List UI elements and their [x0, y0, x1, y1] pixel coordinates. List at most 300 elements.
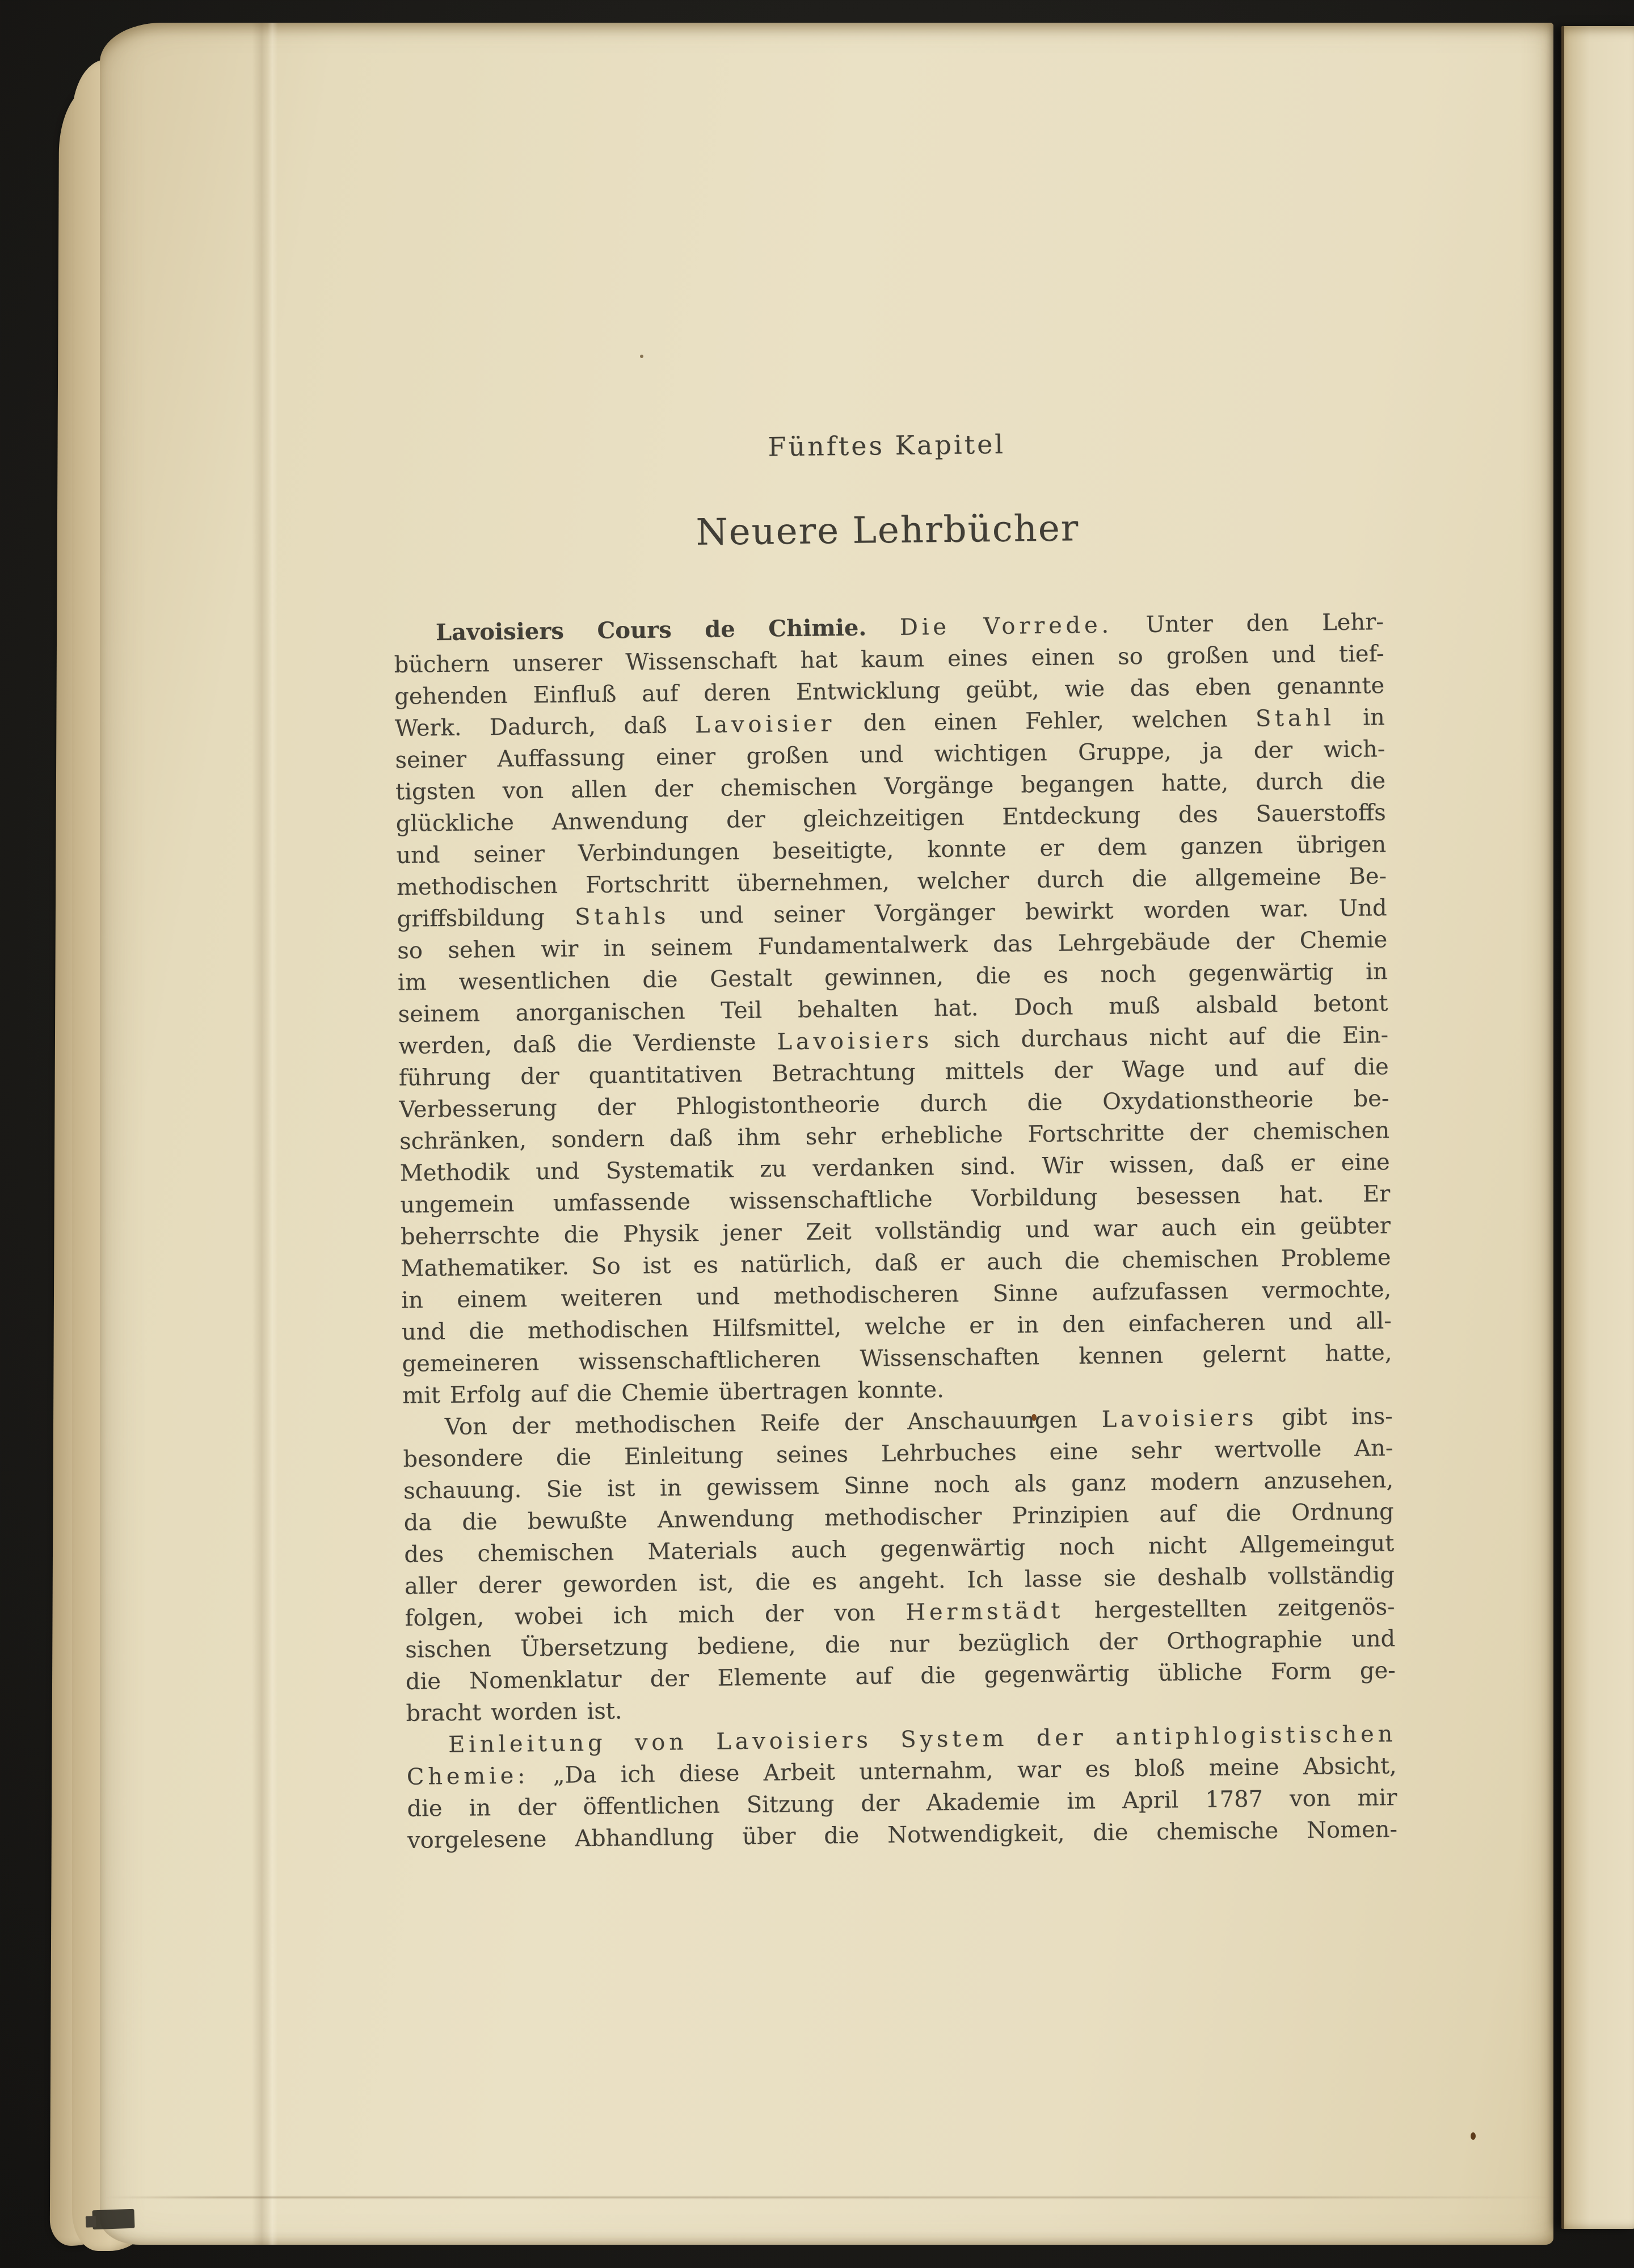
word: den: [1062, 1311, 1105, 1338]
word: Nomen-: [1306, 1816, 1398, 1844]
word: Lavoisier: [694, 710, 836, 738]
word: chemischen: [477, 1539, 614, 1567]
word: methodischen: [396, 872, 558, 901]
word: der: [511, 1412, 551, 1440]
word: die: [1353, 1054, 1389, 1080]
word: schränken,: [399, 1127, 527, 1155]
word: gelernt: [1202, 1341, 1286, 1368]
word: bewirkt: [1025, 898, 1114, 925]
word: und: [1214, 1055, 1258, 1082]
word: Gestalt: [709, 965, 793, 992]
word: Lehr-: [1321, 609, 1384, 636]
word: Stahl: [1255, 705, 1335, 732]
paragraph: [406, 1718, 1397, 1857]
word: kaum: [860, 646, 925, 673]
word: Notwendigkeit,: [887, 1820, 1065, 1849]
word: einfacheren: [1128, 1309, 1266, 1337]
word: war: [1093, 1215, 1138, 1243]
word: die: [1226, 1500, 1262, 1527]
word: Wage: [1122, 1056, 1185, 1083]
word: und: [696, 1284, 740, 1311]
word: werden,: [398, 1032, 492, 1059]
word: allen: [570, 776, 628, 803]
word: er: [1290, 1150, 1315, 1177]
word: in: [603, 935, 626, 962]
word: Zeit: [805, 1218, 852, 1245]
word: er: [940, 1249, 965, 1276]
word: in: [1365, 958, 1388, 985]
word: Anwendung: [551, 807, 689, 835]
word: konnte.: [857, 1377, 945, 1404]
word: Ordnung: [1291, 1499, 1394, 1526]
printed-text-block: [391, 426, 1397, 1857]
word: seinem: [650, 934, 733, 961]
word: es: [1043, 962, 1069, 989]
word: Phlogistontheorie: [675, 1091, 881, 1120]
word: ist,: [698, 1569, 734, 1596]
word: griffsbildung: [397, 904, 545, 932]
word: noch: [933, 1471, 990, 1499]
word: Und: [1338, 895, 1387, 922]
word: behalten: [797, 995, 899, 1023]
word: hatte,: [1324, 1340, 1392, 1367]
word: allgemeine: [1194, 864, 1321, 891]
word: alsbald: [1195, 991, 1278, 1019]
word: seiner: [773, 901, 845, 928]
word: Einfluß: [533, 681, 617, 709]
word: Unter: [1146, 611, 1214, 638]
word: der: [654, 776, 693, 802]
word: Hermstädt: [905, 1597, 1064, 1626]
word: methodischer: [824, 1503, 982, 1531]
word: Fundamentalwerk: [757, 931, 968, 960]
word: büchern: [394, 651, 490, 678]
word: mir: [1357, 1785, 1397, 1811]
word: daß: [669, 1125, 713, 1152]
word: und: [1288, 1308, 1333, 1336]
word: den: [1246, 610, 1289, 637]
word: daß: [624, 712, 667, 739]
word: Lavoisiers: [715, 1727, 872, 1755]
word: zeitgenös-: [1277, 1594, 1395, 1622]
word: 1787: [1205, 1786, 1264, 1813]
word: welche: [865, 1313, 946, 1340]
word: Die: [899, 613, 950, 641]
word: gegenwärtig: [1188, 959, 1334, 987]
word: Oxydationstheorie: [1102, 1086, 1314, 1115]
ink-stamp: [92, 2209, 134, 2230]
word: deshalb: [1157, 1564, 1247, 1591]
word: ist: [642, 1252, 671, 1280]
word: Sinne: [843, 1472, 909, 1500]
word: hat.: [1279, 1181, 1324, 1209]
word: übrigen: [1296, 831, 1387, 859]
word: System: [900, 1725, 1008, 1753]
word: war: [1017, 1756, 1062, 1783]
word: beseitigte,: [772, 837, 894, 865]
word: Entwicklung: [795, 678, 941, 705]
word: bediene,: [697, 1632, 796, 1660]
word: seiner: [473, 840, 545, 868]
word: gleichzeitigen: [802, 804, 965, 832]
word: Fehler,: [1025, 707, 1105, 735]
word: quantitativen: [588, 1061, 743, 1089]
word: durch: [1255, 768, 1324, 796]
word: der: [596, 1094, 636, 1121]
word: be-: [1353, 1085, 1389, 1112]
word: ins-: [1351, 1403, 1393, 1430]
word: Methodik: [399, 1159, 510, 1186]
word: Lavoisiers: [1101, 1404, 1258, 1433]
word: noch: [1100, 961, 1156, 988]
word: Erfolg: [449, 1381, 521, 1408]
word: Vorgänger: [874, 899, 996, 927]
word: mit: [402, 1382, 441, 1409]
word: Stahls: [574, 903, 670, 931]
word: Absicht,: [1303, 1753, 1397, 1780]
word: von: [634, 1729, 688, 1756]
word: so: [1117, 643, 1143, 670]
word: Wissenschaft: [625, 647, 777, 676]
word: durch: [1037, 866, 1105, 894]
word: der: [860, 1790, 900, 1817]
word: folgen,: [405, 1604, 485, 1631]
word: konnte: [927, 835, 1006, 863]
word: Betrachtung: [771, 1059, 916, 1087]
word: Verbindungen: [578, 839, 740, 867]
word: hat.: [933, 995, 979, 1022]
word: wissenschaftlicheren: [578, 1346, 821, 1375]
word: der: [844, 1409, 883, 1436]
word: die: [642, 966, 678, 994]
word: Von: [444, 1413, 488, 1441]
word: tief-: [1338, 641, 1384, 668]
word: Akademie: [926, 1789, 1041, 1816]
word: kennen: [1078, 1342, 1164, 1370]
word: die: [1064, 1247, 1100, 1274]
chapter-heading: Fünftes Kapitel: [768, 428, 1006, 462]
word: hatte,: [1161, 769, 1229, 797]
word: Fortschritt: [585, 870, 709, 899]
word: nicht: [1148, 1532, 1207, 1559]
word: besondere: [403, 1445, 524, 1472]
word: in: [1362, 704, 1385, 731]
word: chemischen: [720, 773, 857, 802]
word: der: [1036, 1724, 1087, 1752]
word: wissen,: [1109, 1151, 1195, 1179]
word: Systematik: [605, 1156, 734, 1184]
word: Ich: [966, 1566, 1004, 1593]
word: im: [397, 969, 427, 996]
word: wich-: [1323, 736, 1385, 763]
word: der: [1054, 1057, 1093, 1084]
word: Teil: [721, 997, 763, 1024]
word: Er: [1362, 1181, 1391, 1207]
word: nur: [889, 1631, 930, 1658]
word: im: [1067, 1788, 1096, 1815]
word: vorgelesene: [407, 1826, 547, 1854]
word: Vorgänge: [884, 772, 994, 800]
word: Chemie: [1299, 927, 1388, 954]
word: die: [1093, 1819, 1128, 1846]
word: von: [1289, 1785, 1331, 1812]
word: sondern: [551, 1126, 645, 1153]
word: Cours: [597, 616, 672, 644]
word: in: [1017, 1312, 1039, 1339]
word: sischen: [405, 1636, 491, 1663]
word: daß: [874, 1249, 919, 1277]
word: deren: [703, 679, 771, 706]
word: diese: [679, 1760, 740, 1787]
paragraph: [402, 1400, 1396, 1730]
word: Mathematiker.: [401, 1253, 570, 1282]
word: nicht: [1149, 1024, 1208, 1051]
word: geworden: [562, 1570, 677, 1598]
word: methodischen: [574, 1411, 736, 1439]
word: Wir: [1042, 1152, 1084, 1180]
word: wissenschaftliche: [728, 1186, 933, 1215]
word: muß: [1108, 992, 1160, 1020]
word: gegenwärtig: [984, 1660, 1130, 1689]
word: es: [1085, 1756, 1110, 1783]
word: Sauerstoffs: [1255, 800, 1386, 827]
word: in: [469, 1795, 491, 1821]
word: dem: [1097, 834, 1147, 861]
word: An-: [1354, 1435, 1393, 1462]
word: und: [396, 842, 440, 869]
word: Nomenklatur: [469, 1666, 622, 1694]
word: die: [975, 962, 1012, 990]
word: Fortschritte: [1027, 1120, 1165, 1148]
word: ist.: [587, 1698, 622, 1725]
word: die: [469, 1318, 504, 1345]
word: und: [699, 902, 744, 929]
word: Arbeit: [763, 1759, 836, 1786]
word: Verdienste: [633, 1029, 756, 1057]
word: sehen: [448, 936, 516, 963]
word: unternahm,: [858, 1757, 993, 1785]
paragraph: [394, 606, 1393, 1412]
word: antiphlogistischen: [1115, 1721, 1397, 1751]
word: und: [1351, 1626, 1396, 1652]
word: des: [1178, 801, 1218, 828]
word: die: [576, 1380, 612, 1407]
word: methodischeren: [773, 1281, 959, 1310]
word: es: [693, 1252, 719, 1279]
word: in: [659, 1475, 682, 1501]
word: auf: [855, 1663, 892, 1690]
word: Sie: [546, 1476, 583, 1503]
word: und: [535, 1158, 580, 1185]
word: der: [764, 1600, 804, 1627]
word: eben: [1195, 674, 1252, 701]
word: der: [726, 806, 765, 834]
word: „Da: [553, 1762, 597, 1789]
word: jener: [722, 1219, 782, 1247]
word: als: [1014, 1471, 1047, 1497]
word: das: [1130, 675, 1170, 702]
word: eine: [1049, 1438, 1098, 1465]
word: genannte: [1276, 672, 1385, 700]
word: Physik: [622, 1220, 699, 1248]
word: Vorbildung: [971, 1184, 1098, 1212]
word: wir: [540, 936, 579, 963]
word: der: [1235, 928, 1275, 955]
word: auch: [790, 1537, 847, 1564]
word: beherrschte: [400, 1222, 540, 1250]
word: die: [1350, 768, 1386, 794]
word: derer: [478, 1572, 542, 1599]
word: er: [968, 1312, 994, 1339]
word: und: [401, 1319, 446, 1345]
word: ich: [620, 1761, 655, 1788]
word: Probleme: [1281, 1244, 1391, 1272]
word: übertragen: [718, 1377, 848, 1406]
word: umfassende: [553, 1189, 691, 1217]
word: auf: [1228, 1023, 1265, 1050]
word: es: [811, 1568, 837, 1595]
word: meine: [1208, 1754, 1279, 1781]
word: übernehmen,: [736, 869, 890, 897]
word: wobei: [514, 1603, 583, 1630]
word: übliche: [1157, 1659, 1243, 1686]
word: des: [404, 1541, 444, 1568]
word: aufzufassen: [1092, 1278, 1228, 1306]
word: all-: [1355, 1308, 1392, 1335]
word: sind.: [960, 1153, 1016, 1180]
word: großen: [746, 742, 829, 769]
word: begangen: [1021, 771, 1135, 798]
word: bezüglich: [958, 1629, 1070, 1657]
word: methodischen: [527, 1316, 689, 1344]
word: über: [742, 1823, 796, 1850]
word: einen: [933, 708, 997, 736]
word: unserer: [512, 649, 603, 677]
word: sehr: [1130, 1437, 1182, 1465]
word: Be-: [1349, 863, 1387, 890]
word: die: [920, 1662, 956, 1689]
word: Hilfsmittel,: [711, 1314, 842, 1342]
word: Chemie:: [406, 1762, 529, 1790]
word: den: [863, 709, 906, 737]
word: einer: [655, 743, 716, 771]
word: einem: [456, 1286, 528, 1313]
word: seines: [776, 1441, 849, 1468]
word: ist: [607, 1475, 635, 1502]
word: der: [650, 1665, 689, 1692]
word: Allgemeingut: [1240, 1530, 1395, 1559]
word: die: [407, 1795, 443, 1822]
word: Dadurch,: [489, 713, 596, 741]
word: gemeineren: [402, 1349, 540, 1377]
word: war.: [1260, 895, 1309, 923]
word: die: [555, 1444, 592, 1471]
word: weiteren: [561, 1284, 663, 1312]
word: Entdeckung: [1001, 802, 1141, 830]
word: chemischen: [1122, 1245, 1259, 1274]
word: hat: [800, 647, 838, 674]
word: Chimie.: [768, 614, 867, 642]
word: Sitzung: [746, 1791, 835, 1819]
word: auf: [530, 1381, 567, 1408]
word: die: [462, 1509, 498, 1535]
word: erhebliche: [881, 1121, 1003, 1150]
word: sehr: [805, 1123, 857, 1150]
word: von: [502, 777, 544, 804]
word: welchen: [1131, 706, 1228, 734]
word: glückliche: [395, 809, 515, 837]
word: einen: [1031, 643, 1095, 671]
word: die: [563, 1221, 600, 1248]
word: die: [1131, 865, 1168, 893]
word: Orthographie: [1166, 1626, 1323, 1655]
word: So: [591, 1253, 621, 1280]
word: aller: [404, 1572, 457, 1600]
word: Einleitung: [624, 1442, 744, 1470]
word: Chemie: [621, 1379, 709, 1407]
word: die: [755, 1569, 791, 1596]
word: ein: [1240, 1214, 1277, 1241]
word: betont: [1313, 990, 1388, 1017]
word: von: [833, 1600, 875, 1627]
word: auf: [1287, 1054, 1324, 1082]
word: auch: [986, 1248, 1043, 1276]
word: Werk.: [394, 714, 462, 742]
word: wie: [1064, 675, 1105, 702]
word: die: [405, 1668, 441, 1695]
word: so: [397, 937, 423, 964]
word: führung: [398, 1064, 491, 1091]
word: Form: [1270, 1658, 1332, 1685]
word: vermochte,: [1261, 1276, 1392, 1304]
word: zu: [759, 1156, 787, 1183]
word: Auffassung: [497, 744, 625, 772]
word: die: [576, 1030, 613, 1058]
word: durch: [920, 1090, 988, 1117]
word: die: [1027, 1089, 1063, 1116]
word: chemische: [1156, 1817, 1279, 1845]
word: Vorrede.: [983, 612, 1113, 640]
word: hergestellten: [1094, 1596, 1248, 1624]
word: gegenwärtig: [880, 1534, 1026, 1563]
word: sich: [953, 1026, 1000, 1053]
word: Lehrgebäude: [1058, 928, 1211, 957]
word: ge-: [1359, 1657, 1396, 1684]
book-page: [100, 23, 1553, 2245]
word: schauung.: [403, 1476, 522, 1504]
word: geübt,: [965, 676, 1039, 704]
word: welcher: [917, 867, 1009, 895]
word: Ein-: [1342, 1022, 1389, 1049]
word: besessen: [1136, 1183, 1241, 1210]
word: sie: [1103, 1565, 1136, 1592]
next-page-edge: [1561, 26, 1634, 2229]
word: eines: [947, 645, 1008, 672]
word: Sinne: [992, 1280, 1059, 1307]
word: Gruppe,: [1077, 738, 1172, 766]
word: Lavoisiers: [435, 617, 565, 646]
word: ganzen: [1180, 832, 1264, 860]
word: Einleitung: [448, 1730, 607, 1758]
word: mich: [678, 1601, 735, 1629]
word: Wissenschaften: [860, 1344, 1040, 1372]
word: ihm: [737, 1124, 781, 1151]
word: und: [1025, 1216, 1070, 1243]
paper-speck: [640, 355, 643, 358]
word: und: [1271, 641, 1316, 668]
word: eine: [1341, 1149, 1390, 1176]
word: die: [823, 1822, 860, 1849]
